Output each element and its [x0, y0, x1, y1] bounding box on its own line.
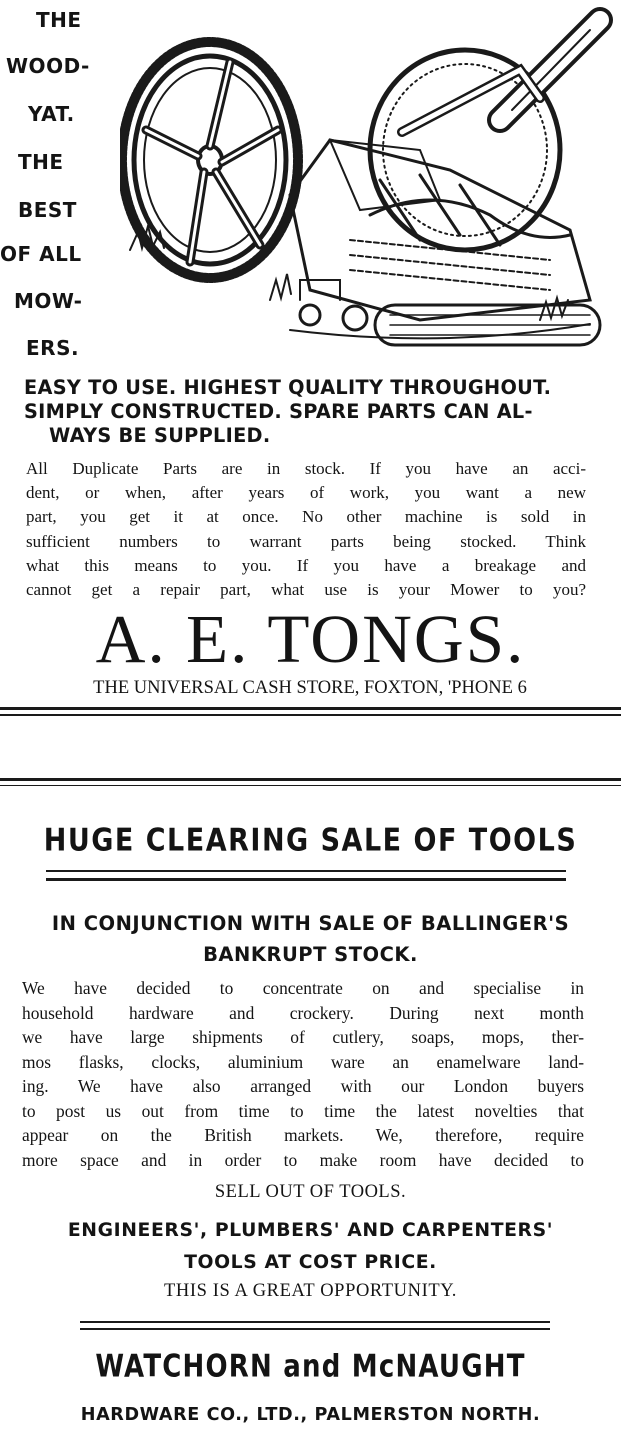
divider-rule	[0, 778, 621, 781]
side-text-line: YAT.	[28, 102, 75, 126]
side-text-line: MOW-	[14, 289, 83, 313]
company-name: WATCHORN and McNAUGHT	[95, 1349, 526, 1385]
company-rule	[80, 1321, 550, 1323]
headline-line: WAYS BE SUPPLIED.	[49, 424, 271, 447]
body-line: sufficient numbers to warrant parts being stocked. Think	[26, 531, 586, 551]
divider-rule	[0, 785, 621, 786]
body-line: We have decided to concentrate on and specialise in	[22, 978, 584, 998]
tools-line: TOOLS AT COST PRICE.	[184, 1252, 437, 1273]
body-line: appear on the British markets. We, therefore, require	[22, 1125, 584, 1145]
side-text-line: WOOD-	[6, 54, 90, 78]
tools-line: ENGINEERS', PLUMBERS' AND CARPENTERS'	[67, 1220, 554, 1241]
headline-line: SIMPLY CONSTRUCTED. SPARE PARTS CAN AL-	[24, 400, 533, 423]
lawn-mower-illustration	[120, 0, 620, 370]
body-line: what this means to you. If you have a breakage and	[26, 555, 586, 575]
subtitle-line: IN CONJUNCTION WITH SALE OF BALLINGER'S	[51, 912, 570, 935]
body-line: cannot get a repair part, what use is your Mower to you?	[26, 580, 586, 600]
body-line: household hardware and crockery. During next month	[22, 1002, 584, 1023]
body-line: dent, or when, after years of work, you want a new	[26, 483, 586, 503]
body-line: to post us out from time to time the latest novelties that	[22, 1100, 584, 1121]
side-text-line: THE	[36, 8, 82, 32]
sale-paragraph	[22, 976, 584, 1172]
title-underline	[46, 878, 566, 881]
sell-out-line: SELL OUT OF TOOLS.	[214, 1182, 407, 1202]
body-line: ing. We have also arranged with our London buyers	[22, 1076, 584, 1096]
divider-rule	[0, 714, 621, 716]
body-line: we have large shipments of cutlery, soaps, mops, ther-	[22, 1027, 584, 1047]
body-line: mos flasks, clocks, aluminium ware an enamelware land-	[22, 1051, 584, 1072]
opportunity-line: THIS IS A GREAT OPPORTUNITY.	[163, 1281, 458, 1301]
title-underline	[46, 870, 566, 872]
headline	[24, 376, 584, 448]
side-text-line: THE	[18, 150, 64, 174]
subtitle	[0, 908, 621, 970]
company-address: HARDWARE CO., LTD., PALMERSTON NORTH.	[80, 1405, 541, 1425]
store-address: THE UNIVERSAL CASH STORE, FOXTON, 'PHONE 6	[93, 678, 527, 698]
body-line: part, you get it at once. No other machine is sold in	[26, 507, 586, 527]
body-line: All Duplicate Parts are in stock. If you have an acci-	[26, 459, 586, 478]
body-paragraph	[26, 457, 586, 602]
side-text-line: ERS.	[26, 336, 80, 360]
tools-notice	[0, 1215, 621, 1279]
body-line: more space and in order to make room have decided to	[22, 1149, 584, 1170]
side-text-line: BEST	[18, 198, 77, 222]
side-text-line: OF ALL	[0, 242, 82, 266]
merchant-name: A. E. TONGS.	[95, 601, 526, 677]
divider-rule	[0, 707, 621, 710]
sale-title: HUGE CLEARING SALE OF TOOLS	[43, 822, 578, 859]
subtitle-line: BANKRUPT STOCK.	[203, 943, 418, 966]
headline-line: EASY TO USE. HIGHEST QUALITY THROUGHOUT.	[24, 376, 552, 399]
company-rule	[80, 1328, 550, 1330]
